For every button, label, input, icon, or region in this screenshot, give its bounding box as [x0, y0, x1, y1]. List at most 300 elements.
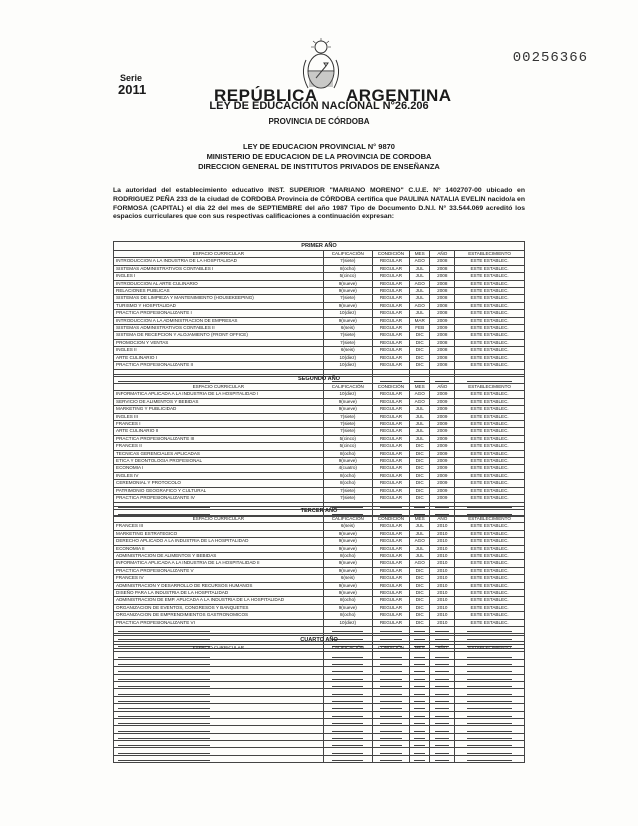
cell-condition: REGULAR — [372, 597, 409, 604]
strike-line — [435, 664, 449, 665]
cell-establishment: ESTE ESTABLEC. — [455, 317, 525, 324]
cell-grade: 7(siete) — [323, 421, 372, 428]
table-row — [114, 288, 525, 295]
strike-line — [332, 753, 363, 754]
strike-line — [435, 701, 449, 702]
table-row — [114, 435, 525, 442]
table-row — [114, 406, 525, 413]
cell-establishment: ESTE ESTABLEC. — [455, 465, 525, 472]
title-argentina: ARGENTINA — [346, 86, 452, 105]
cell-condition: REGULAR — [372, 523, 409, 530]
blank-cell — [409, 674, 430, 681]
cell-grade: 6(seis) — [323, 575, 372, 582]
cell-year: 2009 — [430, 435, 455, 442]
strike-line — [467, 657, 512, 658]
column-header-mes: MES — [409, 384, 430, 391]
column-header-mes: MES — [409, 645, 430, 652]
cell-year: 2008 — [430, 310, 455, 317]
strike-line — [467, 631, 512, 632]
strike-line — [380, 716, 402, 717]
strike-line — [467, 694, 512, 695]
cell-subject: TECNICAS GERENCIALES APLICADAS — [114, 450, 324, 457]
blank-row — [114, 696, 525, 703]
cell-year: 2008 — [430, 265, 455, 272]
cell-condition: REGULAR — [372, 450, 409, 457]
cell-establishment: ESTE ESTABLEC. — [455, 553, 525, 560]
blank-cell — [323, 741, 372, 748]
cell-month: DIC — [409, 332, 430, 339]
column-header-condicion: CONDICIÓN — [372, 516, 409, 523]
cell-condition: REGULAR — [372, 280, 409, 287]
strike-line — [414, 708, 425, 709]
cell-month: JUL — [409, 553, 430, 560]
blank-row — [114, 718, 525, 725]
cell-year: 2008 — [430, 273, 455, 280]
cell-condition: REGULAR — [372, 302, 409, 309]
blank-cell — [114, 689, 324, 696]
cell-condition: REGULAR — [372, 391, 409, 398]
blank-cell — [409, 718, 430, 725]
column-header-row — [114, 645, 525, 652]
blank-cell — [372, 659, 409, 666]
cell-establishment: ESTE ESTABLEC. — [455, 288, 525, 295]
cell-condition: REGULAR — [372, 428, 409, 435]
blank-cell — [430, 652, 455, 659]
cell-grade: 9(nueve) — [323, 590, 372, 597]
blank-cell — [455, 711, 525, 718]
blank-cell — [323, 704, 372, 711]
year-table-4 — [113, 635, 525, 763]
cell-establishment: ESTE ESTABLEC. — [455, 523, 525, 530]
cell-month: DIC — [409, 347, 430, 354]
cell-year: 2008 — [430, 362, 455, 369]
year-table-3 — [113, 506, 525, 649]
strike-line — [332, 708, 363, 709]
column-header-espacio: ESPACIO CURRICULAR — [114, 645, 324, 652]
table-row — [114, 391, 525, 398]
blank-cell — [430, 696, 455, 703]
cell-month: AGO — [409, 398, 430, 405]
strike-line — [467, 686, 512, 687]
cell-grade: 7(siete) — [323, 295, 372, 302]
cell-condition: REGULAR — [372, 604, 409, 611]
cell-condition: REGULAR — [372, 295, 409, 302]
strike-line — [332, 686, 363, 687]
blank-cell — [430, 711, 455, 718]
table-row — [114, 553, 525, 560]
cell-grade: 7(siete) — [323, 413, 372, 420]
blank-cell — [323, 659, 372, 666]
blank-cell — [430, 667, 455, 674]
blank-cell — [323, 718, 372, 725]
blank-cell — [323, 748, 372, 755]
cell-establishment: ESTE ESTABLEC. — [455, 280, 525, 287]
table-row — [114, 421, 525, 428]
cell-establishment: ESTE ESTABLEC. — [455, 590, 525, 597]
cell-subject: PRACTICA PROFESIONALIZANTE III — [114, 435, 324, 442]
cell-grade: 5(cinco) — [323, 435, 372, 442]
cell-subject: PRACTICA PROFESIONALIZANTE I — [114, 310, 324, 317]
strike-line — [118, 694, 210, 695]
strike-line — [118, 664, 210, 665]
serie-year: 2011 — [118, 82, 147, 97]
cell-establishment: ESTE ESTABLEC. — [455, 325, 525, 332]
strike-line — [414, 753, 425, 754]
cell-grade: 5(cinco) — [323, 273, 372, 280]
strike-line — [435, 671, 449, 672]
cell-subject: DISEÑO PARA LA INDUSTRIA DE LA HOSPITALIDAD — [114, 590, 324, 597]
cell-establishment: ESTE ESTABLEC. — [455, 567, 525, 574]
column-header-calificacion: CALIFICACIÓN — [323, 251, 372, 258]
blank-cell — [323, 733, 372, 740]
table-row — [114, 428, 525, 435]
blank-row — [114, 726, 525, 733]
column-header-calificacion: CALIFICACIÓN — [323, 516, 372, 523]
strike-line — [380, 738, 402, 739]
blank-cell — [114, 733, 324, 740]
cell-subject: FRANCES I — [114, 421, 324, 428]
table-row — [114, 590, 525, 597]
cell-establishment: ESTE ESTABLEC. — [455, 398, 525, 405]
cell-year: 2008 — [430, 295, 455, 302]
cell-subject: INGLES II — [114, 347, 324, 354]
cell-establishment: ESTE ESTABLEC. — [455, 495, 525, 502]
table-row — [114, 258, 525, 265]
cell-month: JUL — [409, 265, 430, 272]
strike-line — [118, 708, 210, 709]
blank-cell — [114, 726, 324, 733]
column-header-mes: MES — [409, 516, 430, 523]
cell-establishment: ESTE ESTABLEC. — [455, 458, 525, 465]
strike-line — [414, 686, 425, 687]
cell-condition: REGULAR — [372, 538, 409, 545]
table-row — [114, 295, 525, 302]
cell-subject: MARKETING Y PUBLICIDAD — [114, 406, 324, 413]
cell-subject: INGLES III — [114, 413, 324, 420]
cell-month: JUL — [409, 295, 430, 302]
strike-line — [332, 694, 363, 695]
cell-grade: 10(diez) — [323, 354, 372, 361]
cell-subject: RELACIONES PUBLICAS — [114, 288, 324, 295]
cell-condition: REGULAR — [372, 406, 409, 413]
strike-line — [332, 723, 363, 724]
blank-cell — [430, 718, 455, 725]
cell-establishment: ESTE ESTABLEC. — [455, 391, 525, 398]
blank-cell — [114, 741, 324, 748]
table-row — [114, 575, 525, 582]
column-header-ano: AÑO — [430, 384, 455, 391]
table-row — [114, 597, 525, 604]
blank-cell — [455, 627, 525, 634]
blank-cell — [455, 696, 525, 703]
cell-grade: 9(nueve) — [323, 302, 372, 309]
cell-year: 2010 — [430, 538, 455, 545]
cell-month: DIC — [409, 354, 430, 361]
cell-establishment: ESTE ESTABLEC. — [455, 295, 525, 302]
title-republica: REPÚBLICA — [214, 86, 318, 105]
cell-month: AGO — [409, 391, 430, 398]
blank-cell — [455, 652, 525, 659]
strike-line — [380, 657, 402, 658]
blank-cell — [455, 741, 525, 748]
strike-line — [435, 631, 449, 632]
strike-line — [414, 664, 425, 665]
cell-condition: REGULAR — [372, 619, 409, 626]
blank-cell — [114, 748, 324, 755]
column-header-calificacion: CALIFICACIÓN — [323, 645, 372, 652]
blank-cell — [372, 718, 409, 725]
strike-line — [118, 716, 210, 717]
cell-month: JUL — [409, 421, 430, 428]
table-row — [114, 450, 525, 457]
blank-cell — [455, 726, 525, 733]
cell-year: 2008 — [430, 302, 455, 309]
cell-month: JUL — [409, 273, 430, 280]
cell-establishment: ESTE ESTABLEC. — [455, 302, 525, 309]
strike-line — [435, 738, 449, 739]
strike-line — [380, 723, 402, 724]
table-row — [114, 273, 525, 280]
strike-line — [435, 694, 449, 695]
cell-establishment: ESTE ESTABLEC. — [455, 406, 525, 413]
cell-condition: REGULAR — [372, 582, 409, 589]
cell-year: 2009 — [430, 458, 455, 465]
blank-cell — [430, 755, 455, 762]
cell-establishment: ESTE ESTABLEC. — [455, 538, 525, 545]
cell-condition: REGULAR — [372, 332, 409, 339]
table-row — [114, 530, 525, 537]
cell-subject: TURISMO Y HOSPITALIDAD — [114, 302, 324, 309]
strike-line — [414, 671, 425, 672]
cell-establishment: ESTE ESTABLEC. — [455, 265, 525, 272]
strike-line — [332, 731, 363, 732]
cell-subject: SERVICIO DE ALIMENTOS Y BEBIDAS — [114, 398, 324, 405]
strike-line — [414, 631, 425, 632]
blank-row — [114, 674, 525, 681]
strike-line — [414, 723, 425, 724]
cell-year: 2009 — [430, 495, 455, 502]
blank-cell — [372, 681, 409, 688]
blank-cell — [114, 652, 324, 659]
cell-condition: REGULAR — [372, 530, 409, 537]
blank-cell — [114, 681, 324, 688]
cell-grade: 7(siete) — [323, 428, 372, 435]
cell-subject: ORGANIZACION DE EMPRENDIMIENTOS GASTRONOMICOS — [114, 612, 324, 619]
blank-row — [114, 659, 525, 666]
cell-month: DIC — [409, 597, 430, 604]
blank-row — [114, 689, 525, 696]
table-row — [114, 545, 525, 552]
blank-row — [114, 652, 525, 659]
column-header-calificacion: CALIFICACIÓN — [323, 384, 372, 391]
certification-text: La autoridad del establecimiento educativo INST. SUPERIOR "MARIANO MORENO" C.U.E. N° 1402707-00 ubicado en RODRIGUEZ PEÑA 233 de la ciudad de CORDOBA Provincia de CÓRDOBA certifica que PAULINA NATALIA EVELIN nacido/a en FORMOSA (CAPITAL) el día 22 del mes de SEPTIEMBRE del año 1987 Tipo de Documento D.N.I. N° 33.544.069 acreditó los espacios curriculares que con sus respectivas calificaciones a continuación expresan: — [113, 187, 525, 221]
blank-cell — [409, 696, 430, 703]
cell-establishment: ESTE ESTABLEC. — [455, 310, 525, 317]
table-row — [114, 339, 525, 346]
strike-line — [118, 760, 210, 761]
cell-subject: FRANCES II — [114, 443, 324, 450]
strike-line — [332, 631, 363, 632]
strike-line — [118, 657, 210, 658]
serie-label: Serie — [120, 73, 143, 83]
table-row — [114, 487, 525, 494]
blank-cell — [455, 755, 525, 762]
cell-month: JUL — [409, 428, 430, 435]
cell-condition: REGULAR — [372, 567, 409, 574]
cell-subject: SISTEMAS ADMINISTRATIVOS CONTABLES II — [114, 325, 324, 332]
blank-cell — [114, 667, 324, 674]
cell-grade: 9(nueve) — [323, 317, 372, 324]
cell-year: 2009 — [430, 428, 455, 435]
cell-grade: 10(diez) — [323, 362, 372, 369]
cell-subject: INTRODUCCION A LA INDUSTRIA DE LA HOSPITALIDAD — [114, 258, 324, 265]
cell-month: AGO — [409, 538, 430, 545]
blank-row — [114, 748, 525, 755]
cell-grade: 8(ocho) — [323, 472, 372, 479]
cell-year: 2008 — [430, 347, 455, 354]
cell-grade: 6(seis) — [323, 325, 372, 332]
cell-year: 2009 — [430, 398, 455, 405]
table-row — [114, 362, 525, 369]
blank-cell — [323, 652, 372, 659]
strike-line — [435, 723, 449, 724]
cell-establishment: ESTE ESTABLEC. — [455, 575, 525, 582]
table-row — [114, 560, 525, 567]
cell-month: DIC — [409, 450, 430, 457]
strike-line — [467, 731, 512, 732]
strike-line — [414, 679, 425, 680]
blank-cell — [430, 704, 455, 711]
table-row — [114, 265, 525, 272]
column-header-row — [114, 251, 525, 258]
blank-cell — [114, 711, 324, 718]
strike-line — [380, 753, 402, 754]
cell-grade: 7(siete) — [323, 495, 372, 502]
cell-condition: REGULAR — [372, 421, 409, 428]
cell-month: JUL — [409, 310, 430, 317]
blank-row — [114, 711, 525, 718]
cell-grade: 6(seis) — [323, 523, 372, 530]
table-row — [114, 523, 525, 530]
cell-condition: REGULAR — [372, 339, 409, 346]
strike-line — [467, 723, 512, 724]
column-header-espacio: ESPACIO CURRICULAR — [114, 251, 324, 258]
cell-subject: DERECHO APLICADO A LA INDUSTRIA DE LA HOSPITALIDAD — [114, 538, 324, 545]
strike-line — [467, 745, 512, 746]
cell-year: 2009 — [430, 480, 455, 487]
cell-subject: ADMINISTRACION DE ALIMENTOS Y BEBIDAS — [114, 553, 324, 560]
cell-year: 2010 — [430, 575, 455, 582]
cell-subject: INFORMATICA APLICADA A LA INDUSTRIA DE LA HOSPITALIDAD II — [114, 560, 324, 567]
blank-cell — [430, 689, 455, 696]
strike-line — [380, 701, 402, 702]
strike-line — [332, 716, 363, 717]
blank-cell — [455, 674, 525, 681]
cell-year: 2010 — [430, 567, 455, 574]
table-row — [114, 538, 525, 545]
cell-condition: REGULAR — [372, 480, 409, 487]
blank-cell — [430, 733, 455, 740]
strike-line — [380, 694, 402, 695]
blank-cell — [409, 704, 430, 711]
strike-line — [435, 745, 449, 746]
cell-condition: REGULAR — [372, 258, 409, 265]
table-row — [114, 619, 525, 626]
table-row — [114, 347, 525, 354]
blank-cell — [372, 741, 409, 748]
blank-cell — [372, 704, 409, 711]
cell-month: DIC — [409, 362, 430, 369]
strike-line — [118, 671, 210, 672]
cell-month: DIC — [409, 582, 430, 589]
cell-year: 2009 — [430, 487, 455, 494]
blank-cell — [323, 696, 372, 703]
cell-grade: 7(siete) — [323, 487, 372, 494]
cell-grade: 10(diez) — [323, 391, 372, 398]
cell-month: JUL — [409, 288, 430, 295]
national-law-title: LEY DE EDUCACIÓN NACIONAL N°26.206 — [209, 100, 429, 112]
strike-line — [467, 738, 512, 739]
cell-grade: 5(cinco) — [323, 443, 372, 450]
cell-grade: 4(cuatro) — [323, 465, 372, 472]
cell-month: JUL — [409, 545, 430, 552]
blank-cell — [372, 748, 409, 755]
cell-month: DIC — [409, 619, 430, 626]
blank-row — [114, 627, 525, 634]
cell-month: DIC — [409, 612, 430, 619]
strike-line — [435, 686, 449, 687]
blank-cell — [323, 674, 372, 681]
cell-establishment: ESTE ESTABLEC. — [455, 347, 525, 354]
cell-condition: REGULAR — [372, 443, 409, 450]
cell-year: 2010 — [430, 523, 455, 530]
cell-grade: 8(ocho) — [323, 265, 372, 272]
blank-cell — [114, 674, 324, 681]
cell-grade: 9(nueve) — [323, 560, 372, 567]
cell-grade: 8(ocho) — [323, 612, 372, 619]
cell-month: DIC — [409, 480, 430, 487]
cell-establishment: ESTE ESTABLEC. — [455, 273, 525, 280]
blank-cell — [409, 748, 430, 755]
strike-line — [118, 745, 210, 746]
blank-cell — [455, 667, 525, 674]
cell-establishment: ESTE ESTABLEC. — [455, 472, 525, 479]
column-header-condicion: CONDICIÓN — [372, 251, 409, 258]
cell-month: AGO — [409, 302, 430, 309]
blank-cell — [372, 711, 409, 718]
cell-establishment: ESTE ESTABLEC. — [455, 612, 525, 619]
cell-month: JUL — [409, 435, 430, 442]
cell-grade: 9(nueve) — [323, 582, 372, 589]
cell-year: 2010 — [430, 553, 455, 560]
cell-grade: 9(nueve) — [323, 538, 372, 545]
strike-line — [380, 731, 402, 732]
column-header-establecimiento: ESTABLECIMIENTO — [455, 516, 525, 523]
blank-cell — [323, 627, 372, 634]
strike-line — [118, 631, 210, 632]
blank-cell — [409, 667, 430, 674]
cell-condition: REGULAR — [372, 465, 409, 472]
column-header-condicion: CONDICIÓN — [372, 645, 409, 652]
cell-subject: CEREMONIAL Y PROTOCOLO — [114, 480, 324, 487]
strike-line — [414, 760, 425, 761]
cell-condition: REGULAR — [372, 575, 409, 582]
column-header-espacio: ESPACIO CURRICULAR — [114, 384, 324, 391]
cell-condition: REGULAR — [372, 590, 409, 597]
strike-line — [380, 671, 402, 672]
cell-subject: SISTEMA DE RECEPCION Y ALOJAMIENTO (FRONT OFFICE) — [114, 332, 324, 339]
blank-cell — [323, 726, 372, 733]
